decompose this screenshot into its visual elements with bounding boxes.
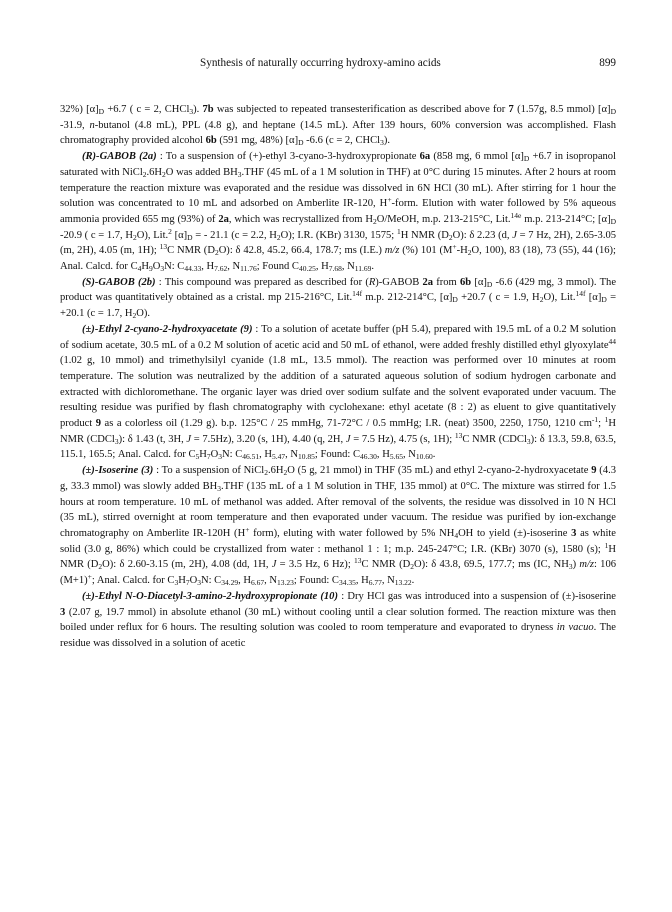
compound-title-r-gabob: (R)-GABOB (2a) [82,151,157,163]
paragraph-isoserine: (±)-Isoserine (3) : To a suspension of $NiCl_2.6H_2O$ (5 g, 21 mmol) in THF (35 mL) and ethyl 2-cyano-2-hydroxyacetate 9 (4.3 g, 33.3 mmol) was slowly added $BH_3.THF$ (135 mL of a 1 M solution in THF, 135 mmol) at 0°C. The mixture was stirred for 1.5 hours at room temperature. 10 mL of methanol was added. After removal of the solvents, the residue was dissolved in 10 N HCl (35 mL), stirred overnight at room temperature and then evaporated under vacuum. The residue was purified by ion-exchange chromatography on Amberlite IR-120H (H+ form), eluting with water followed by 5% $NH_4OH$ to yield (±)-isoserine 3 as white solid (3.0 g, 86%) which could be crystallized from water : methanol 1 : 1; m.p. 245-247°C; I.R. (KBr) 3070 (s), 1580 (s); $^1$H NMR $(D_2O)$: δ 2.60-3.15 (m, 2H), 4.08 (dd, 1H, J = 3.5 Hz, 6 Hz); $^{13}$C NMR $(D_2O)$: δ 43.8, 69.5, 177.7; ms (IC, $NH_3$) m/z: 106 (M+1)+; Anal. Calcd. for $C_3H_7O_3N$: $C_{34.29}$, $H_{6.67}$, $N_{13.23}$; Found: $C_{34.35}$, $H_{6.77}$, $N_{13.22}$. [60,465,617,588]
paragraph-diacetyl: (±)-Ethyl N-O-Diacetyl-3-amino-2-hydroxypropionate (10) : Dry HCl gas was introduced into a suspension of (±)-isoserine 3 (2.07 g, 19.7 mmol) in absolute ethanol (30 mL) without cooling until a clear solution formed. The reaction mixture was then boiled under reflux for 6 hours. The resulting solution was cooled to room temperature and evaporated to dryness in vacuo. The residue was dissolved in a solution of acetic [60,590,616,649]
compound-title-s-gabob: (S)-GABOB (2b) [82,276,156,288]
page-number: 899 [599,57,616,69]
article-body [60,102,616,652]
paragraph-ethyl-cyano-hydroxyacetate: (±)-Ethyl 2-cyano-2-hydroxyacetate (9) : To a solution of acetate buffer (pH 5.4), prepared with 19.5 mL of a 0.2 M solution of sodium acetate, 30.5 mL of a 0.2 M solution of acetic acid and 50 mL of ethanol, were added freshly distilled ethyl glyoxylate$^{44}$ (1.02 g, 10 mmol) and trimethylsilyl cyanide (1.8 mL, 13.5 mmol). The reaction was performed over 10 minutes at room temperature. The solution was neutralized by the addition of a saturated aqueous solution of sodium hydrogen carbonate and extracted with dichloromethane. The organic layer was dried over sodium sulfate and the solvent evaporated under vacuum. The resulting residue was purified by flash chromatography with cyclohexane: ethyl acetate (8 : 2) as eluent to give quantitatively product 9 as a colorless oil (1.29 g). b.p. 125°C / 25 mmHg, 71-72°C / 0.5 mmHg; I.R. (neat) 3500, 2250, 1750, 1210 $cm^{-1}$; $^1$H NMR (CDCl$_3$): δ 1.43 (t, 3H, J = 7.5Hz), 3.20 (s, 1H), 4.40 (q, 2H, J = 7.5 Hz), 4.75 (s, 1H); $^{13}$C NMR (CDCl$_3$): δ 13.3, 59.8, 63.5, 115.1, 165.5; Anal. Calcd. for $C_5H_7O_3N$: $C_{46.51}$, $H_{5.47}$, $N_{10.85}$; Found: $C_{46.30}$, $H_{5.65}$, $N_{10.60}$. [60,323,616,462]
paragraph-s-gabob: (S)-GABOB (2b) : This compound was prepared as described for (R)-GABOB 2a from 6b $[\alpha]_D$ -6.6 (429 mg, 3 mmol). The product was quantitatively obtained as a cristal. mp 215-216°C, Lit.$^{14f}$ m.p. 212-214°C, $[\alpha]_D +20.7$ ( c = 1.9, $H_2O$), Lit.$^{14f}$ $[\alpha]_D = +20.1$ (c = 1.7, $H_2O$). [60,276,617,321]
compound-title-isoserine: (±)-Isoserine (3) [82,465,154,477]
page-header [60,57,616,73]
compound-title-9: (±)-Ethyl 2-cyano-2-hydroxyacetate (9) [82,323,253,335]
paragraph-6b-continuation: 32%) $[\alpha]_D +6.7$ ( c = 2, CHCl$_3$). 7b was subjected to repeated transesterification as described above for 7 (1.57g, 8.5 mmol) $[\alpha]_D$ -31.9, n-butanol (4.8 mL), PPL (4.8 g), and heptane (14.5 mL). After 139 hours, 60% conversion was accomplished. Flash chromatography provided alcohol 6b (591 mg, 48%) $[\alpha]_D$ -6.6 (c = 2, CHCl$_3$). [60,104,616,148]
paragraph-r-gabob: (R)-GABOB (2a) : To a suspension of (+)-ethyl 3-cyano-3-hydroxypropionate 6a (858 mg, 6 mmol $[\alpha]_D +6.7$ in isopropanol saturated with $NiCl_2.6H_2O$ was added $BH_3.THF$ (45 mL of a 1 M solution in THF) at 0°C during 15 minutes. After 2 hours at room temperature the reaction mixture was evaporated and the residue was dissolved in 6N HCl (30 mL). After stirring for 1 hour the solution was concentrated to 10 mL and adsorbed on Amberlite IR-120, H+-form. Elution with water followed by 5% aqueous ammonia provided 655 mg (93%) of 2a, which was recrystallized from $H_2O$/MeOH, m.p. 213-215°C, Lit.$^{14e}$ m.p. 213-214°C; $[\alpha]_D$ -20.9 ( c = 1.7, $H_2O$), Lit.$^2$ $[\alpha]_D$ = - 21.1 (c = 2.2, $H_2O$); I.R. (KBr) 3130, 1575; $^1$H NMR $(D_2O)$: δ 2.23 (d, J = 7 Hz, 2H), 2.65-3.05 (m, 2H), 4.05 (m, 1H); $^{13}$C NMR $(D_2O)$: δ 42.8, 45.2, 66.4, 178.7; ms (I.E.) m/z (%) 101 ($M^+-H_2O$, 100), 83 (18), 73 (55), 44 (16); Anal. Calcd. for $C_4H_9O_3N$: $C_{44.33}$, $H_{7.62}$, $N_{11.76}$; Found $C_{40.25}$, $H_{7.68}$, $N_{11.69}$. [60,151,617,274]
compound-title-10: (±)-Ethyl N-O-Diacetyl-3-amino-2-hydroxypropionate (10) [82,590,338,602]
running-title: Synthesis of naturally occurring hydroxy-amino acids [200,57,441,69]
